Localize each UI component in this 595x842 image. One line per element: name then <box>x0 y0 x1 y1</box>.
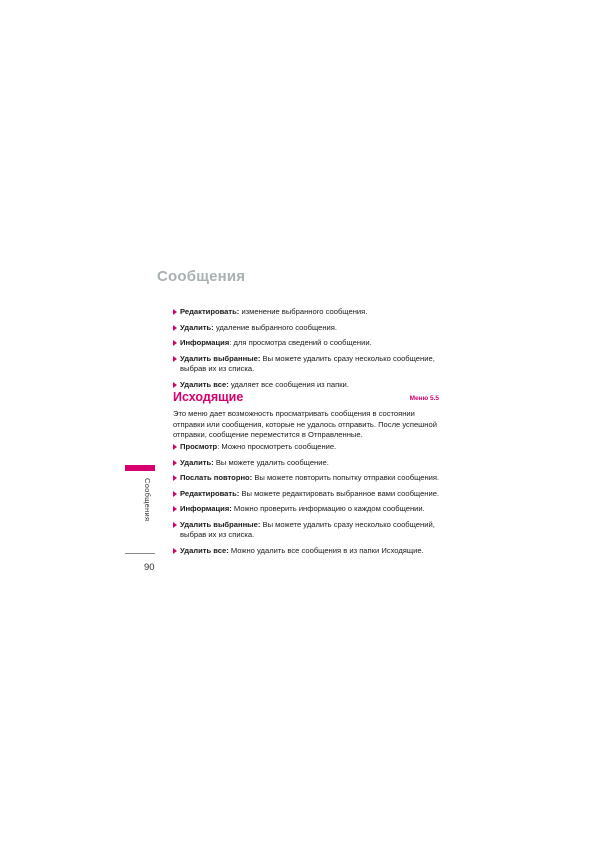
section-intro: Это меню дает возможность просматривать сообщения в состоянии отправки или сообщения, которые не удалось отправить. После успешной отправки, сообщение переместится в Отправленные. <box>173 409 437 439</box>
list-item <box>173 354 443 375</box>
arrow-bullet-icon <box>173 548 177 554</box>
item-desc: : Можно просмотреть сообщение. <box>217 442 337 451</box>
arrow-bullet-icon <box>173 491 177 497</box>
list-item <box>173 489 443 500</box>
menu-reference: Меню 5.5 <box>409 395 439 402</box>
arrow-bullet-icon <box>173 340 177 346</box>
list-item <box>173 442 443 453</box>
chapter-title: Сообщения <box>157 268 246 285</box>
arrow-bullet-icon <box>173 522 177 528</box>
list-item <box>173 338 443 349</box>
item-term: Удалить выбранные: <box>180 519 261 529</box>
item-desc: Вы можете удалить сразу несколько сообщений, выбрав их из списка. <box>180 519 435 539</box>
item-term: Информация: <box>180 504 232 513</box>
list-item <box>173 380 443 391</box>
list-item <box>173 323 443 334</box>
options-list-outbox <box>173 442 443 561</box>
arrow-bullet-icon <box>173 444 177 450</box>
list-item <box>173 520 443 541</box>
item-desc: Можно проверить информацию о каждом сообщении. <box>231 504 425 513</box>
item-desc: Можно удалить все сообщения в из папки Исходящие. <box>228 545 424 555</box>
item-desc: изменение выбранного сообщения. <box>239 307 368 316</box>
list-item <box>173 458 443 469</box>
arrow-bullet-icon <box>173 475 177 481</box>
arrow-bullet-icon <box>173 356 177 362</box>
item-desc: удаление выбранного сообщения. <box>213 322 337 332</box>
item-desc: Вы можете удалить сообщение. <box>213 457 329 467</box>
item-term: Информация <box>180 338 230 347</box>
options-list-top <box>173 307 443 395</box>
item-desc: Вы можете удалить сразу несколько сообщение, выбрав их из списка. <box>180 353 435 373</box>
list-item <box>173 307 443 318</box>
item-term: Послать повторно: <box>180 473 253 482</box>
list-item <box>173 504 443 515</box>
item-desc: : для просмотра сведений о сообщении. <box>229 338 372 347</box>
arrow-bullet-icon <box>173 460 177 466</box>
side-divider <box>125 553 155 554</box>
item-desc: Вы можете редактировать выбранное вами сообщение. <box>239 488 440 498</box>
side-section-label: Сообщения <box>143 478 152 522</box>
arrow-bullet-icon <box>173 506 177 512</box>
item-term: Удалить: <box>180 457 214 467</box>
arrow-bullet-icon <box>173 309 177 315</box>
item-desc: Вы можете повторить попытку отправки сообщения. <box>252 473 440 482</box>
item-term: Редактировать: <box>180 488 240 498</box>
item-term: Удалить все: <box>180 379 229 389</box>
list-item <box>173 546 443 557</box>
page-number: 90 <box>144 562 155 573</box>
arrow-bullet-icon <box>173 325 177 331</box>
item-term: Просмотр <box>180 442 218 451</box>
item-desc: удаляет все сообщения из папки. <box>228 379 349 389</box>
list-item <box>173 473 443 484</box>
section-title: Исходящие <box>173 390 244 404</box>
item-term: Редактировать: <box>180 307 240 316</box>
item-term: Удалить выбранные: <box>180 353 261 363</box>
item-term: Удалить: <box>180 322 214 332</box>
side-accent-bar <box>125 465 155 471</box>
item-term: Удалить все: <box>180 545 229 555</box>
arrow-bullet-icon <box>173 382 177 388</box>
